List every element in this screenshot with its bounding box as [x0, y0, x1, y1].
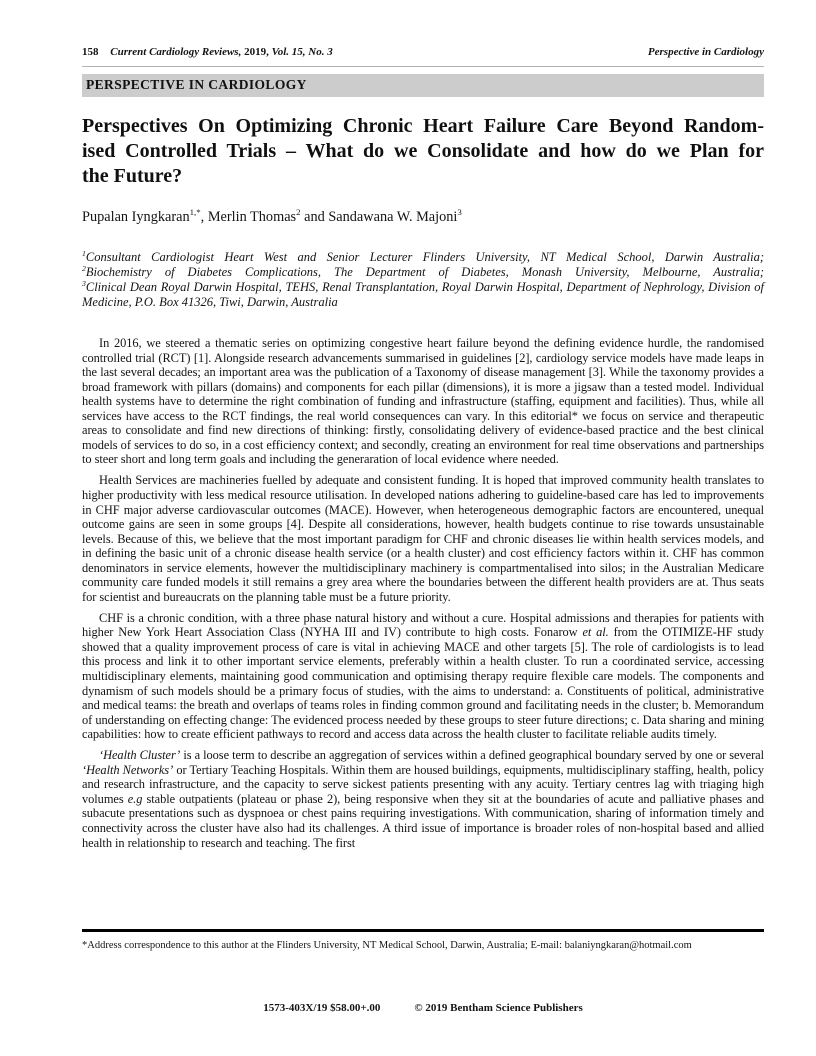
- paragraph: [82, 611, 764, 742]
- text-segment: 2: [296, 207, 301, 218]
- text-segment: Current Cardiology Reviews,: [110, 46, 245, 58]
- text-segment: 3: [457, 207, 462, 218]
- running-title: Perspective in Cardiology: [647, 46, 764, 58]
- text-segment: ‘Health Cluster’: [99, 748, 181, 763]
- text-segment: Pupalan Iyngkaran: [82, 209, 190, 225]
- article-body: [82, 336, 764, 850]
- text-segment: 1,*: [189, 207, 201, 218]
- affiliation-text: Biochemistry of Diabetes Complications, The Department of Diabetes, Monash University, Melbourne, Australia;: [85, 265, 764, 279]
- text-segment: CHF is a chronic condition, with a three phase natural history and without a cure. Hospital admissions and therapies for patients with higher New York Heart Association Class (NYHA III and IV) contribute to high costs. Fonarow: [82, 610, 764, 640]
- title-line: the Future?: [82, 165, 183, 187]
- author-line: [82, 208, 764, 226]
- correspondence-footnote: *Address correspondence to this author at the Flinders University, NT Medical School, Darwin, Australia; E-mail: balaniyngkaran@hotmail.com: [82, 940, 692, 951]
- page-header: [82, 46, 764, 59]
- text-segment: In 2016, we steered a thematic series on optimizing congestive heart failure beyond the defining evidence hurdle, the randomised controlled trial (RCT) [1]. Alongside research advancements summarised in guidelines [2], cardiology service models have made leaps in the last several decades; an important area was the publication of a Taxonomy of disease management [3]. While the taxonomy provides a broad framework with pillars (domains) and components for each pillar (dimensions), it is more a jigsaw than a tested model. Individual health systems have to determine the right combination of funding and infrastructure (staffing, equipment and facilities). Thus, while all services have access to the RCT findings, the real world consequences can vary. In this editorial* we focus on service and therapeutic areas to consolidate and find new directions of thinking: firstly, consolidating delivery of evidence-based practice and the best clinical models of services to do so, in a cost efficiency context; and secondly, creating an environment for real time observations and partnerships to steer short and long term goals and including the generaration of local evidence where needed.: [82, 336, 764, 467]
- title-line: ised Controlled Trials – What do we Consolidate and how do we Plan for: [82, 140, 764, 162]
- text-segment: and Sandawana W. Majoni: [300, 209, 458, 225]
- affiliation-text: Clinical Dean Royal Darwin Hospital, TEHS, Renal Transplantation, Royal Darwin Hospital, Department of Nephrology, Division of Medicine, P.O. Box 41326, Tiwi, Darwin, Australia: [82, 280, 764, 309]
- paragraph: [82, 748, 764, 850]
- text-segment: e.g: [127, 791, 143, 806]
- header-left: [82, 46, 333, 59]
- affiliation: [82, 250, 764, 265]
- text-segment: Health Services are machineries fuelled by adequate and consistent funding. It is hoped that improved community health translates to higher productivity with less medical resource utilisation. In developed nations adhering to guideline-based care has led to improvements in CHF major adverse cardiovascular outcomes (MACE). However, when heterogeneous demographic factors are encountered, unequal outcome gains are seen in some groups [4]. Despite all considerations, however, health budgets continue to rise towards unsustainable levels. Because of this, we believe that the most important paradigm for CHF and chronic diseases lie within health services models, and in defining the basic unit of a chronic disease health service (or a health cluster) and cost efficiency factors within it. CHF has common denominators in service elements, however the multidisciplinary machinery is compartmentalised into silos; in the Australian Medicare community care funded models it still remains a grey area where the boundaries between the different health providers are at. Thus seats for scientist and bureaucrats on the planning table must be a future priority.: [82, 473, 764, 604]
- affiliation-marker: 2: [82, 263, 86, 273]
- text-segment: Vol. 15, No. 3: [271, 46, 333, 58]
- copyright-notice: © 2019 Bentham Science Publishers: [414, 1002, 583, 1014]
- affiliation-text: Consultant Cardiologist Heart West and Senior Lecturer Flinders University, NT Medical School, Darwin Australia;: [85, 250, 764, 264]
- text-segment: et al.: [582, 625, 609, 640]
- affiliation-marker: 3: [82, 278, 86, 288]
- paragraph: [82, 473, 764, 604]
- article-title: [82, 114, 764, 189]
- text-segment: , Merlin Thomas: [200, 209, 297, 225]
- title-line: Perspectives On Optimizing Chronic Heart Failure Care Beyond Random-: [82, 115, 764, 137]
- text-segment: 2019,: [244, 46, 272, 58]
- header-rule: [82, 66, 764, 67]
- text-segment: from the OTIMIZE-HF study showed that a quality improvement process of care is vital in achieving MACE and other targets [5]. The role of cardiologists is to lead this process and link it to other important service elements, preferably within a health cluster. To run a coordinated service, accessing multidisciplinary elements, maintaining good communication and optimising therapy require flexible care models. The components and dynamism of such models should be a primary focus of studies, with the aims to understand: a. Constituents of political, administrative and medical teams: the breath and overlaps of teams roles in finding common ground and facilitating needs in the cluster; b. Memorandum of understanding on effecting change: The evidenced process needed by these groups to steer future directions; c. Data sharing and mining capabilities: how to create efficient pathways to record and access data across the health cluster to facilitate reliable audits timely.: [82, 625, 764, 742]
- affiliation: [82, 265, 764, 280]
- affiliations: [82, 250, 764, 310]
- section-banner: PERSPECTIVE IN CARDIOLOGY: [82, 74, 764, 97]
- text-segment: is a loose term to describe an aggregation of services within a defined geographical boundary served by one or several: [180, 748, 764, 763]
- issn-price: 1573-403X/19 $58.00+.00: [263, 1002, 381, 1014]
- text-segment: ‘Health Networks’: [82, 762, 174, 777]
- page-number: 158: [82, 46, 99, 58]
- text-segment: stable outpatients (plateau or phase 2), being responsive when they sit at the boundaries of acute and palliative phases and subacute presentations such as dyspnoea or chest pains requiring investigations. With communication, sharing of information timely and connectivity across the cluster have also had its challenges. A third issue of importance is broader roles of non-hospital based and allied health in relationship to research and teaching. The first: [82, 791, 764, 850]
- text-segment: or Tertiary Teaching Hospitals. Within them are housed buildings, equipments, multidisciplinary staffing, health, policy and research infrastructure, and the capacity to serve sickest patients presenting with any acuity. Tertiary centres lag with triaging high volumes: [82, 762, 764, 806]
- footnote-rule: [82, 929, 764, 932]
- affiliation-marker: 1: [82, 248, 86, 258]
- journal-reference: [110, 46, 332, 58]
- page-footer: [82, 1002, 764, 1014]
- paragraph: [82, 336, 764, 467]
- affiliation: [82, 280, 764, 310]
